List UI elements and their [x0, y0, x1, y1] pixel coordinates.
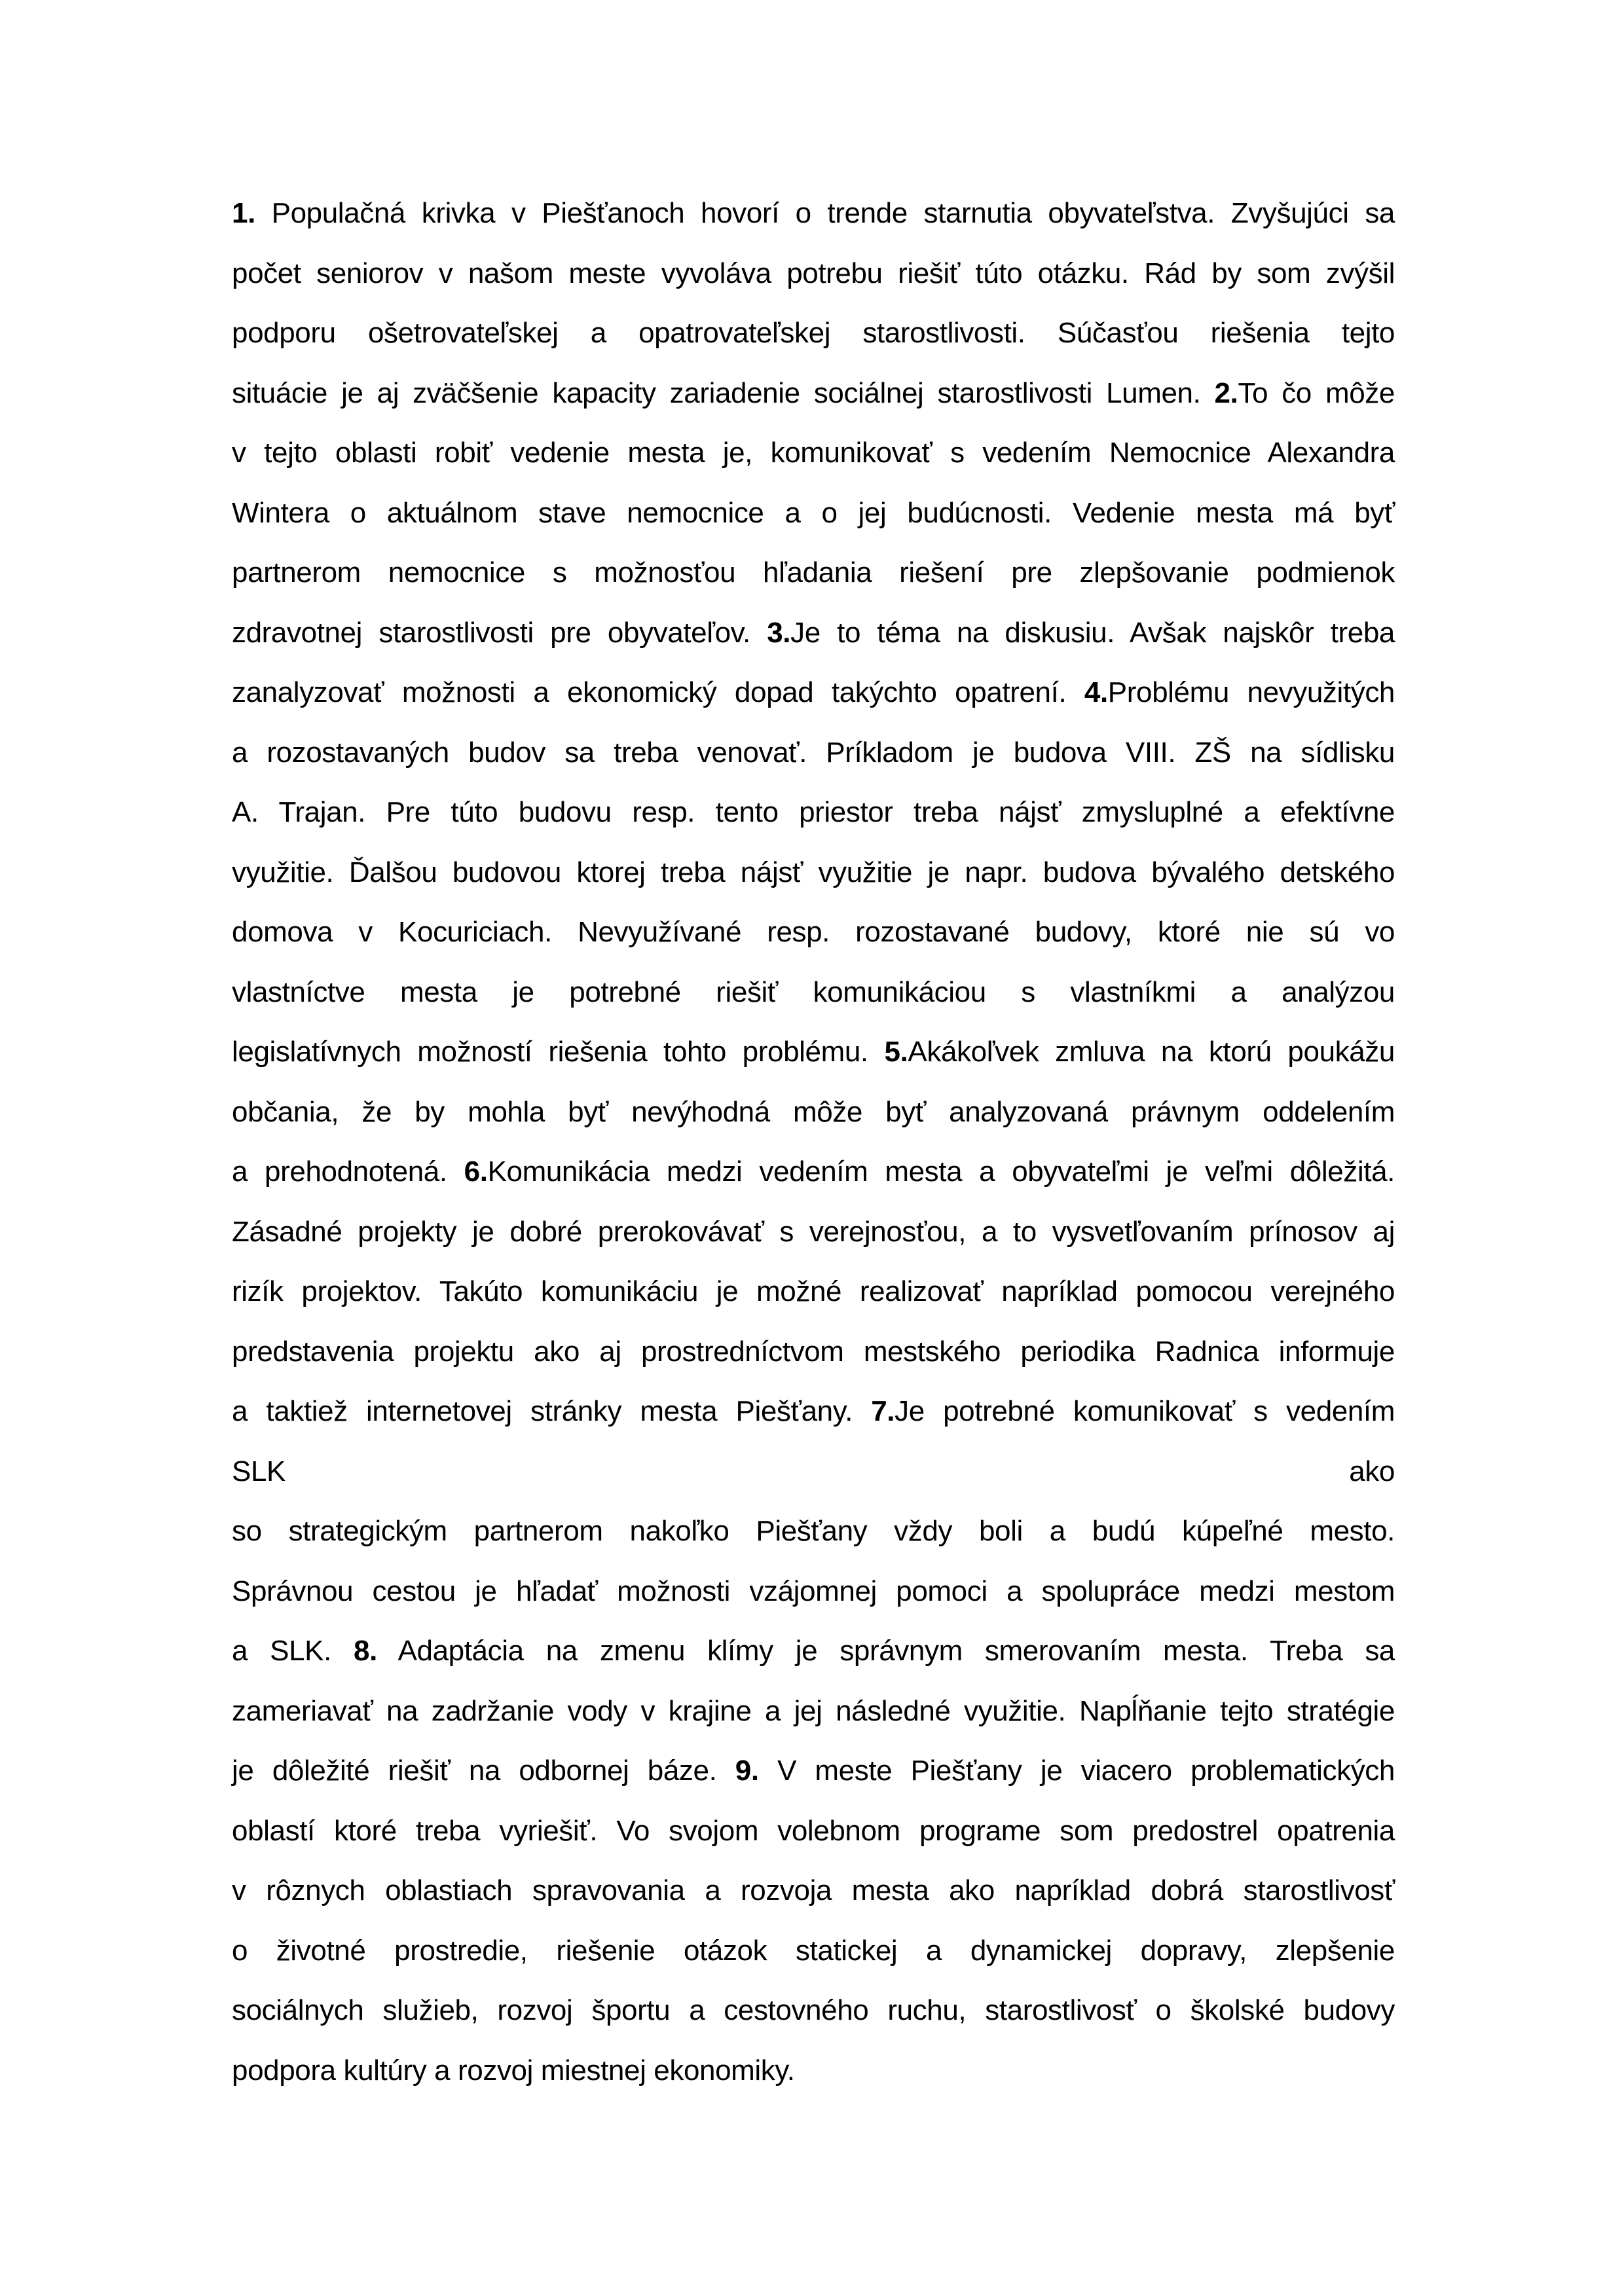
text-run: Populačná krivka v Piešťanoch hovorí o trende starnutia obyvateľstva. Zvyšujúci sa: [255, 197, 1395, 229]
text-run: Je potrebné komunikovať s vedením: [895, 1395, 1395, 1427]
text-line: [232, 733, 1395, 793]
item-number: 4.: [1084, 676, 1108, 708]
item-number: 7.: [871, 1395, 895, 1427]
text-line: [232, 1572, 1395, 1632]
text-run: zameriavať na zadržanie vody v krajine a jej následné využitie. Napĺňanie tejto stratégie: [232, 1694, 1395, 1727]
text-line: [232, 1812, 1395, 1872]
text-run: To čo môže: [1238, 376, 1395, 409]
text-run: predstavenia projektu ako aj prostredníctvom mestského periodika Radnica informuje: [232, 1335, 1395, 1368]
text-run: v rôznych oblastiach spravovania a rozvoja mesta ako napríklad dobrá starostlivosť: [232, 1874, 1395, 1906]
text-line: [232, 433, 1395, 494]
text-run: podporu ošetrovateľskej a opatrovateľskej starostlivosti. Súčasťou riešenia tejto: [232, 317, 1395, 349]
text-run: Komunikácia medzi vedením mesta a obyvateľmi je veľmi dôležitá.: [487, 1156, 1395, 1188]
text-run: Adaptácia na zmenu klímy je správnym smerovaním mesta. Treba sa: [377, 1635, 1395, 1667]
text-line: [232, 553, 1395, 613]
text-line: [232, 1093, 1395, 1153]
item-number: 1.: [232, 197, 255, 229]
text-run: občania, že by mohla byť nevýhodná môže byť analyzovaná právnym oddelením: [232, 1095, 1395, 1128]
text-line: [232, 1272, 1395, 1332]
text-run: je dôležité riešiť na odbornej báze.: [232, 1755, 735, 1787]
text-run: Problému nevyužitých: [1107, 676, 1395, 708]
text-line: [232, 1212, 1395, 1273]
text-run: a rozostavaných budov sa treba venovať. Príkladom je budova VIII. ZŠ na sídlisku: [232, 736, 1395, 769]
text-run: a SLK.: [232, 1635, 354, 1667]
text-run: rizík projektov. Takúto komunikáciu je možné realizovať napríklad pomocou verejného: [232, 1275, 1395, 1307]
text-run: Wintera o aktuálnom stave nemocnice a o jej budúcnosti. Vedenie mesta má byť: [232, 496, 1395, 529]
text-line: [232, 613, 1395, 674]
item-number: 9.: [735, 1755, 759, 1787]
text-run: Zásadné projekty je dobré prerokovávať s verejnosťou, a to vysvetľovaním prínosov aj: [232, 1215, 1395, 1248]
text-run: legislatívnych možností riešenia tohto problému.: [232, 1036, 885, 1068]
text-line: [232, 374, 1395, 434]
text-line: [232, 494, 1395, 554]
item-number: 2.: [1214, 376, 1238, 409]
text-line: [232, 254, 1395, 314]
text-run: oblastí ktoré treba vyriešiť. Vo svojom volebnom programe som predostrel opatrenia: [232, 1814, 1395, 1847]
text-run: a prehodnotená.: [232, 1156, 464, 1188]
text-line: [232, 673, 1395, 733]
text-run: vlastníctve mesta je potrebné riešiť komunikáciou s vlastníkmi a analýzou: [232, 975, 1395, 1008]
text-line: [232, 1991, 1395, 2051]
text-run: Je to téma na diskusiu. Avšak najskôr treba: [790, 616, 1395, 649]
text-line: [232, 853, 1395, 913]
text-line: [232, 1631, 1395, 1692]
text-run: využitie. Ďalšou budovou ktorej treba nájsť využitie je napr. budova bývalého detského: [232, 856, 1395, 888]
item-number: 6.: [464, 1156, 488, 1188]
text-run: počet seniorov v našom meste vyvoláva potrebu riešiť túto otázku. Rád by som zvýšil: [232, 257, 1395, 289]
text-line: [232, 1332, 1395, 1393]
text-run: V meste Piešťany je viacero problematických: [758, 1755, 1395, 1787]
text-line: [232, 793, 1395, 853]
text-run: a taktiež internetovej stránky mesta Piešťany.: [232, 1395, 872, 1427]
text-run: domova v Kocuriciach. Nevyužívané resp. rozostavané budovy, ktoré nie sú vo: [232, 916, 1395, 948]
text-line: [232, 2051, 1395, 2111]
text-line: [232, 1871, 1395, 1931]
text-run: Správnou cestou je hľadať možnosti vzájomnej pomoci a spolupráce medzi mestom: [232, 1575, 1395, 1607]
body-text: [232, 194, 1395, 2111]
text-line: [232, 314, 1395, 374]
text-run: situácie je aj zväčšenie kapacity zariadenie sociálnej starostlivosti Lumen.: [232, 376, 1215, 409]
text-run: o životné prostredie, riešenie otázok statickej a dynamickej dopravy, zlepšenie: [232, 1934, 1395, 1967]
item-number: 5.: [884, 1036, 908, 1068]
text-line: [232, 194, 1395, 254]
text-line: [232, 1751, 1395, 1812]
text-line: [232, 1392, 1395, 1452]
text-run: SLK ako: [232, 1455, 1395, 1487]
text-run: partnerom nemocnice s možnosťou hľadania riešení pre zlepšovanie podmienok: [232, 556, 1395, 589]
text-run: so strategickým partnerom nakoľko Piešťany vždy boli a budú kúpeľné mesto.: [232, 1515, 1395, 1547]
text-line: [232, 1931, 1395, 1992]
text-line: [232, 1512, 1395, 1572]
text-run: A. Trajan. Pre túto budovu resp. tento priestor treba nájsť zmysluplné a efektívne: [232, 796, 1395, 828]
item-number: 8.: [354, 1635, 377, 1667]
item-number: 3.: [767, 616, 791, 649]
text-run: sociálnych služieb, rozvoj športu a cestovného ruchu, starostlivosť o školské budovy: [232, 1994, 1395, 2026]
text-run: podpora kultúry a rozvoj miestnej ekonomiky.: [232, 2054, 795, 2086]
text-run: zanalyzovať možnosti a ekonomický dopad takýchto opatrení.: [232, 676, 1084, 708]
text-line: [232, 913, 1395, 973]
text-run: zdravotnej starostlivosti pre obyvateľov.: [232, 616, 767, 649]
text-run: Akákoľvek zmluva na ktorú poukážu: [908, 1036, 1395, 1068]
text-run: v tejto oblasti robiť vedenie mesta je, komunikovať s vedením Nemocnice Alexandra: [232, 437, 1395, 469]
text-line: [232, 1032, 1395, 1093]
text-line: [232, 1452, 1395, 1512]
text-line: [232, 1152, 1395, 1212]
text-line: [232, 1692, 1395, 1752]
text-line: [232, 973, 1395, 1033]
